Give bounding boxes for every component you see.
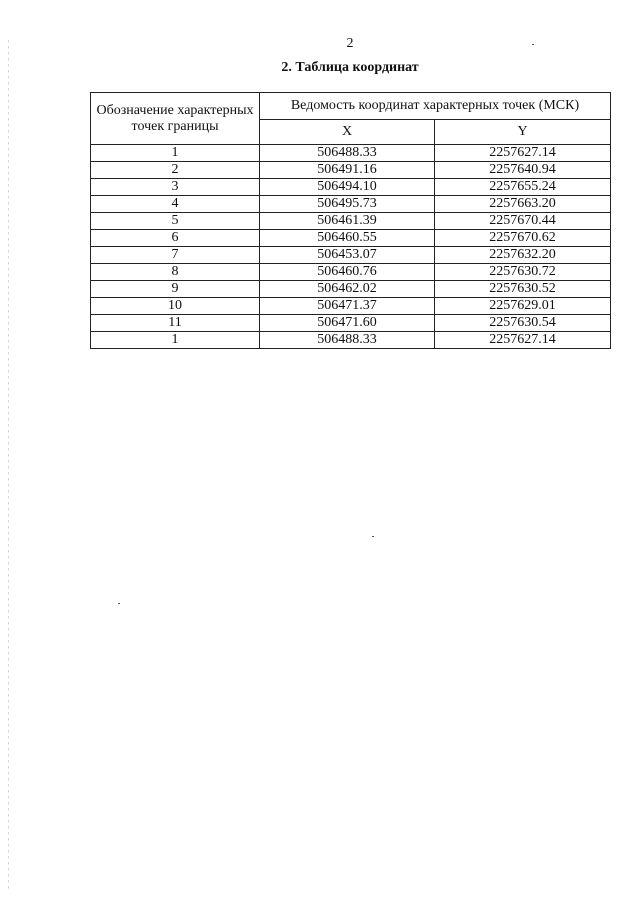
- y-coordinate-cell: 2257663.20: [435, 196, 611, 213]
- x-coordinate-cell: 506461.39: [260, 213, 435, 230]
- y-coordinate-cell: 2257655.24: [435, 179, 611, 196]
- header-coordinates-group: Ведомость координат характерных точек (МСК): [260, 93, 611, 120]
- table-row: [91, 281, 611, 298]
- table-body: [91, 145, 611, 349]
- y-coordinate-cell: 2257630.54: [435, 315, 611, 332]
- point-cell: 6: [91, 230, 260, 247]
- x-coordinate-cell: 506488.33: [260, 332, 435, 349]
- scan-speck: [118, 603, 120, 604]
- table-row: [91, 230, 611, 247]
- y-coordinate-cell: 2257627.14: [435, 145, 611, 162]
- point-cell: 8: [91, 264, 260, 281]
- table-row: [91, 196, 611, 213]
- y-coordinate-cell: 2257630.72: [435, 264, 611, 281]
- table-row: [91, 298, 611, 315]
- point-cell: 9: [91, 281, 260, 298]
- x-coordinate-cell: 506488.33: [260, 145, 435, 162]
- x-coordinate-cell: 506491.16: [260, 162, 435, 179]
- table-header: [91, 93, 611, 145]
- point-cell: 2: [91, 162, 260, 179]
- y-coordinate-cell: 2257670.62: [435, 230, 611, 247]
- x-coordinate-cell: 506494.10: [260, 179, 435, 196]
- point-cell: 1: [91, 145, 260, 162]
- y-coordinate-cell: 2257630.52: [435, 281, 611, 298]
- point-cell: 5: [91, 213, 260, 230]
- header-point-designation: Обозначение характерных точек границы: [91, 93, 260, 145]
- x-coordinate-cell: 506471.60: [260, 315, 435, 332]
- y-coordinate-cell: 2257629.01: [435, 298, 611, 315]
- scan-margin-dots: [8, 40, 9, 890]
- y-coordinate-cell: 2257670.44: [435, 213, 611, 230]
- point-cell: 1: [91, 332, 260, 349]
- y-coordinate-cell: 2257627.14: [435, 332, 611, 349]
- table-row: [91, 213, 611, 230]
- table-row: [91, 179, 611, 196]
- x-coordinate-cell: 506495.73: [260, 196, 435, 213]
- point-cell: 4: [91, 196, 260, 213]
- x-coordinate-cell: 506453.07: [260, 247, 435, 264]
- x-coordinate-cell: 506471.37: [260, 298, 435, 315]
- table-row: [91, 145, 611, 162]
- table-row: [91, 264, 611, 281]
- page-number: 2: [346, 36, 354, 51]
- coordinates-table: [90, 92, 611, 349]
- y-coordinate-cell: 2257632.20: [435, 247, 611, 264]
- point-cell: 11: [91, 315, 260, 332]
- table-row: [91, 332, 611, 349]
- x-coordinate-cell: 506460.76: [260, 264, 435, 281]
- table-row: [91, 247, 611, 264]
- table-title: 2. Таблица координат: [281, 60, 419, 75]
- x-coordinate-cell: 506460.55: [260, 230, 435, 247]
- point-cell: 7: [91, 247, 260, 264]
- table-row: [91, 162, 611, 179]
- table-row: [91, 315, 611, 332]
- point-cell: 3: [91, 179, 260, 196]
- point-cell: 10: [91, 298, 260, 315]
- header-y: Y: [435, 120, 611, 145]
- x-coordinate-cell: 506462.02: [260, 281, 435, 298]
- header-x: X: [260, 120, 435, 145]
- y-coordinate-cell: 2257640.94: [435, 162, 611, 179]
- scan-speck: [372, 536, 374, 537]
